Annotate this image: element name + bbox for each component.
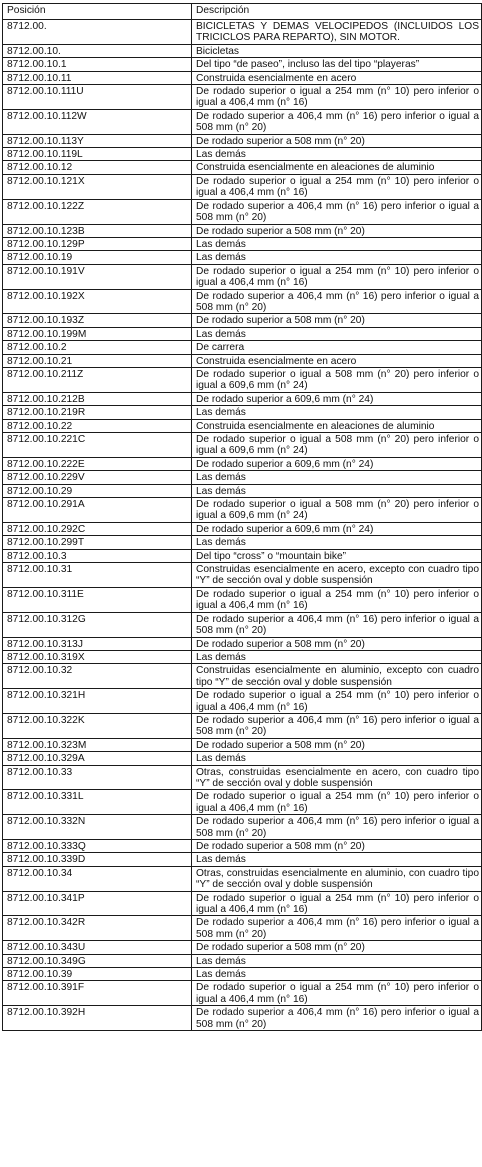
position-code-cell: 8712.00.10.329A xyxy=(3,752,192,765)
position-code-cell: 8712.00.10.391F xyxy=(3,981,192,1006)
table-row xyxy=(3,840,482,853)
table-row xyxy=(3,44,482,57)
table-row xyxy=(3,433,482,458)
position-code-cell: 8712.00.10.342R xyxy=(3,916,192,941)
table-row xyxy=(3,161,482,174)
position-code-cell: 8712.00.10.292C xyxy=(3,522,192,535)
table-row xyxy=(3,419,482,432)
table-row xyxy=(3,981,482,1006)
table-row xyxy=(3,815,482,840)
tariff-table xyxy=(2,3,482,1031)
position-code-cell: 8712.00.10.129P xyxy=(3,237,192,250)
table-body xyxy=(3,20,482,1031)
position-code-cell: 8712.00.10.121X xyxy=(3,174,192,199)
description-cell: De rodado superior o igual a 254 mm (n° 10) pero inferior o igual a 406,4 mm (n° 16) xyxy=(192,689,482,714)
description-cell: Construida esencialmente en aleaciones de aluminio xyxy=(192,419,482,432)
position-code-cell: 8712.00.10.39 xyxy=(3,968,192,981)
description-cell: De rodado superior o igual a 254 mm (n° 10) pero inferior o igual a 406,4 mm (n° 16) xyxy=(192,981,482,1006)
table-row xyxy=(3,174,482,199)
position-code-cell: 8712.00.10.12 xyxy=(3,161,192,174)
position-code-cell: 8712.00.10.222E xyxy=(3,457,192,470)
header-row xyxy=(3,4,482,20)
description-cell: De rodado superior o igual a 254 mm (n° 10) pero inferior o igual a 406,4 mm (n° 16) xyxy=(192,790,482,815)
table-row xyxy=(3,367,482,392)
description-cell: Del tipo “cross” o “mountain bike” xyxy=(192,549,482,562)
table-row xyxy=(3,289,482,314)
description-cell: Las demás xyxy=(192,536,482,549)
description-cell: De rodado superior a 406,4 mm (n° 16) pero inferior o igual a 508 mm (n° 20) xyxy=(192,713,482,738)
description-cell: De rodado superior a 508 mm (n° 20) xyxy=(192,224,482,237)
table-row xyxy=(3,498,482,523)
table-row xyxy=(3,457,482,470)
table-row xyxy=(3,406,482,419)
position-code-cell: 8712.00.10.339D xyxy=(3,853,192,866)
position-code-cell: 8712.00.10.192X xyxy=(3,289,192,314)
description-cell: De carrera xyxy=(192,341,482,354)
position-code-cell: 8712.00.10.111U xyxy=(3,85,192,110)
table-row xyxy=(3,549,482,562)
table-row xyxy=(3,1006,482,1031)
position-code-cell: 8712.00.10.313J xyxy=(3,637,192,650)
table-row xyxy=(3,251,482,264)
description-cell: Bicicletas xyxy=(192,44,482,57)
table-row xyxy=(3,148,482,161)
position-code-cell: 8712.00.10.219R xyxy=(3,406,192,419)
position-code-cell: 8712.00.10.11 xyxy=(3,71,192,84)
table-header xyxy=(3,4,482,20)
description-cell: Las demás xyxy=(192,251,482,264)
description-cell: De rodado superior o igual a 508 mm (n° 20) pero inferior o igual a 609,6 mm (n° 24) xyxy=(192,433,482,458)
position-code-cell: 8712.00.10.331L xyxy=(3,790,192,815)
description-cell: Construidas esencialmente en acero, excepto con cuadro tipo “Y” de sección oval y doble suspensión xyxy=(192,563,482,588)
position-code-cell: 8712.00.10.221C xyxy=(3,433,192,458)
table-row xyxy=(3,954,482,967)
description-cell: Las demás xyxy=(192,484,482,497)
position-code-cell: 8712.00.10. xyxy=(3,44,192,57)
table-row xyxy=(3,327,482,340)
position-code-cell: 8712.00.10.2 xyxy=(3,341,192,354)
table-row xyxy=(3,224,482,237)
position-code-cell: 8712.00.10.392H xyxy=(3,1006,192,1031)
position-code-cell: 8712.00.10.22 xyxy=(3,419,192,432)
description-cell: De rodado superior o igual a 254 mm (n° 10) pero inferior o igual a 406,4 mm (n° 16) xyxy=(192,85,482,110)
description-cell: De rodado superior a 406,4 mm (n° 16) pero inferior o igual a 508 mm (n° 20) xyxy=(192,199,482,224)
description-cell: Construida esencialmente en acero xyxy=(192,354,482,367)
description-cell: De rodado superior a 508 mm (n° 20) xyxy=(192,637,482,650)
table-row xyxy=(3,765,482,790)
position-code-cell: 8712.00.10.211Z xyxy=(3,367,192,392)
position-code-cell: 8712.00.10.32 xyxy=(3,664,192,689)
position-code-cell: 8712.00.10.319X xyxy=(3,650,192,663)
position-code-cell: 8712.00.10.212B xyxy=(3,392,192,405)
description-cell: Las demás xyxy=(192,650,482,663)
table-row xyxy=(3,85,482,110)
description-cell: De rodado superior a 406,4 mm (n° 16) pero inferior o igual a 508 mm (n° 20) xyxy=(192,815,482,840)
position-code-cell: 8712.00.10.1 xyxy=(3,58,192,71)
position-code-cell: 8712.00.10.333Q xyxy=(3,840,192,853)
description-cell: De rodado superior o igual a 508 mm (n° 20) pero inferior o igual a 609,6 mm (n° 24) xyxy=(192,498,482,523)
position-code-cell: 8712.00.10.29 xyxy=(3,484,192,497)
description-cell: Las demás xyxy=(192,327,482,340)
position-code-cell: 8712.00.10.122Z xyxy=(3,199,192,224)
column-header-posicion: Posición xyxy=(3,4,192,20)
position-code-cell: 8712.00.10.332N xyxy=(3,815,192,840)
description-cell: Construida esencialmente en acero xyxy=(192,71,482,84)
position-code-cell: 8712.00.10.323M xyxy=(3,738,192,751)
position-code-cell: 8712.00.10.19 xyxy=(3,251,192,264)
position-code-cell: 8712.00.10.34 xyxy=(3,866,192,891)
position-code-cell: 8712.00.10.191V xyxy=(3,264,192,289)
description-cell: Construidas esencialmente en aluminio, excepto con cuadro tipo “Y” de sección oval y doble suspensión xyxy=(192,664,482,689)
table-row xyxy=(3,563,482,588)
position-code-cell: 8712.00.10.312G xyxy=(3,612,192,637)
table-row xyxy=(3,354,482,367)
table-row xyxy=(3,891,482,916)
description-cell: De rodado superior a 508 mm (n° 20) xyxy=(192,314,482,327)
position-code-cell: 8712.00.10.199M xyxy=(3,327,192,340)
table-row xyxy=(3,522,482,535)
table-row xyxy=(3,752,482,765)
description-cell: Construida esencialmente en aleaciones de aluminio xyxy=(192,161,482,174)
table-row xyxy=(3,790,482,815)
table-row xyxy=(3,612,482,637)
table-row xyxy=(3,20,482,45)
position-code-cell: 8712.00.10.322K xyxy=(3,713,192,738)
position-code-cell: 8712.00.10.31 xyxy=(3,563,192,588)
description-cell: De rodado superior o igual a 254 mm (n° 10) pero inferior o igual a 406,4 mm (n° 16) xyxy=(192,891,482,916)
description-cell: De rodado superior o igual a 254 mm (n° 10) pero inferior o igual a 406,4 mm (n° 16) xyxy=(192,264,482,289)
description-cell: De rodado superior o igual a 254 mm (n° 10) pero inferior o igual a 406,4 mm (n° 16) xyxy=(192,587,482,612)
position-code-cell: 8712.00.10.123B xyxy=(3,224,192,237)
description-cell: De rodado superior a 508 mm (n° 20) xyxy=(192,134,482,147)
description-cell: Las demás xyxy=(192,148,482,161)
position-code-cell: 8712.00.10.321H xyxy=(3,689,192,714)
description-cell: Las demás xyxy=(192,752,482,765)
description-cell: De rodado superior a 609,6 mm (n° 24) xyxy=(192,392,482,405)
table-row xyxy=(3,664,482,689)
table-row xyxy=(3,916,482,941)
position-code-cell: 8712.00.10.112W xyxy=(3,109,192,134)
table-row xyxy=(3,941,482,954)
table-row xyxy=(3,738,482,751)
description-cell: De rodado superior a 609,6 mm (n° 24) xyxy=(192,522,482,535)
description-cell: De rodado superior a 508 mm (n° 20) xyxy=(192,941,482,954)
description-cell: De rodado superior o igual a 508 mm (n° 20) pero inferior o igual a 609,6 mm (n° 24) xyxy=(192,367,482,392)
position-code-cell: 8712.00.10.349G xyxy=(3,954,192,967)
table-row xyxy=(3,109,482,134)
description-cell: De rodado superior a 508 mm (n° 20) xyxy=(192,840,482,853)
position-code-cell: 8712.00.10.113Y xyxy=(3,134,192,147)
description-cell: De rodado superior a 406,4 mm (n° 16) pero inferior o igual a 508 mm (n° 20) xyxy=(192,916,482,941)
position-code-cell: 8712.00.10.229V xyxy=(3,471,192,484)
description-cell: De rodado superior o igual a 254 mm (n° 10) pero inferior o igual a 406,4 mm (n° 16) xyxy=(192,174,482,199)
table-row xyxy=(3,199,482,224)
table-row xyxy=(3,71,482,84)
description-cell: De rodado superior a 508 mm (n° 20) xyxy=(192,738,482,751)
position-code-cell: 8712.00.10.33 xyxy=(3,765,192,790)
table-row xyxy=(3,650,482,663)
column-header-descripcion: Descripción xyxy=(192,4,482,20)
description-cell: De rodado superior a 406,4 mm (n° 16) pero inferior o igual a 508 mm (n° 20) xyxy=(192,1006,482,1031)
table-row xyxy=(3,392,482,405)
description-cell: Otras, construidas esencialmente en aluminio, con cuadro tipo “Y” de sección oval y doble suspensión xyxy=(192,866,482,891)
table-row xyxy=(3,471,482,484)
position-code-cell: 8712.00.10.341P xyxy=(3,891,192,916)
table-row xyxy=(3,866,482,891)
table-row xyxy=(3,134,482,147)
description-cell: Otras, construidas esencialmente en acero, con cuadro tipo “Y” de sección oval y doble suspensión xyxy=(192,765,482,790)
position-code-cell: 8712.00.10.3 xyxy=(3,549,192,562)
position-code-cell: 8712.00.10.21 xyxy=(3,354,192,367)
table-row xyxy=(3,536,482,549)
table-row xyxy=(3,587,482,612)
position-code-cell: 8712.00.10.299T xyxy=(3,536,192,549)
table-row xyxy=(3,637,482,650)
table-row xyxy=(3,968,482,981)
table-row xyxy=(3,689,482,714)
description-cell: Las demás xyxy=(192,954,482,967)
description-cell: De rodado superior a 406,4 mm (n° 16) pero inferior o igual a 508 mm (n° 20) xyxy=(192,109,482,134)
table-row xyxy=(3,314,482,327)
table-row xyxy=(3,58,482,71)
table-row xyxy=(3,484,482,497)
description-cell: Las demás xyxy=(192,968,482,981)
position-code-cell: 8712.00.10.343U xyxy=(3,941,192,954)
description-cell: Las demás xyxy=(192,471,482,484)
description-cell: BICICLETAS Y DEMAS VELOCIPEDOS (INCLUIDOS LOS TRICICLOS PARA REPARTO), SIN MOTOR. xyxy=(192,20,482,45)
position-code-cell: 8712.00. xyxy=(3,20,192,45)
description-cell: De rodado superior a 406,4 mm (n° 16) pero inferior o igual a 508 mm (n° 20) xyxy=(192,612,482,637)
description-cell: Las demás xyxy=(192,237,482,250)
position-code-cell: 8712.00.10.291A xyxy=(3,498,192,523)
position-code-cell: 8712.00.10.311E xyxy=(3,587,192,612)
position-code-cell: 8712.00.10.193Z xyxy=(3,314,192,327)
description-cell: De rodado superior a 609,6 mm (n° 24) xyxy=(192,457,482,470)
table-row xyxy=(3,341,482,354)
table-row xyxy=(3,264,482,289)
description-cell: Del tipo “de paseo”, incluso las del tipo “playeras” xyxy=(192,58,482,71)
position-code-cell: 8712.00.10.119L xyxy=(3,148,192,161)
table-row xyxy=(3,237,482,250)
description-cell: De rodado superior a 406,4 mm (n° 16) pero inferior o igual a 508 mm (n° 20) xyxy=(192,289,482,314)
description-cell: Las demás xyxy=(192,406,482,419)
table-row xyxy=(3,853,482,866)
table-row xyxy=(3,713,482,738)
description-cell: Las demás xyxy=(192,853,482,866)
